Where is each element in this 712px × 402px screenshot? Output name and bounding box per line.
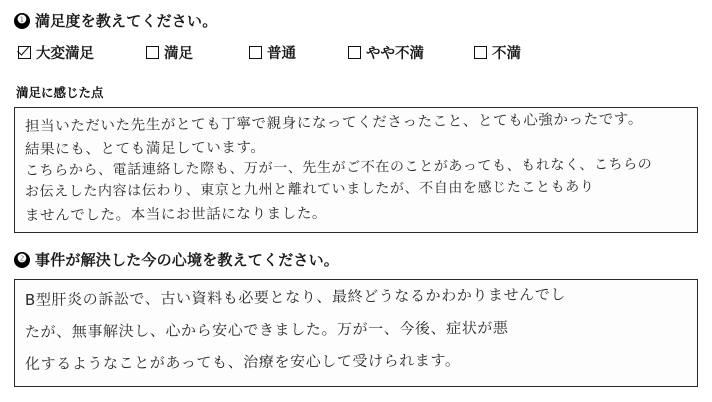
checkbox-icon[interactable]: [146, 46, 159, 59]
handwritten-line: B型肝炎の訴訟で、古い資料も必要となり、最終どうなるかわかりませんでし: [24, 285, 567, 309]
checkbox-icon[interactable]: [348, 46, 361, 59]
choice-neutral[interactable]: [249, 42, 296, 63]
checkbox-icon[interactable]: [249, 46, 262, 59]
question-2-heading: [14, 249, 698, 270]
choice-dissatisfied-label: 不満: [492, 46, 521, 62]
choice-very-satisfied-label: 大変満足: [36, 46, 94, 62]
question-1-heading: [14, 10, 698, 31]
choice-dissatisfied[interactable]: [474, 42, 521, 63]
handwritten-line: こちらから、電話連絡した際も、万が一、先生がご不在のことがあっても、もれなく、こちらの: [24, 156, 653, 179]
checkbox-checked-icon[interactable]: [18, 46, 31, 59]
handwritten-line: ませんでした。本当にお世話になりました。: [24, 205, 328, 224]
choice-satisfied[interactable]: [146, 42, 193, 63]
checkbox-icon[interactable]: [474, 46, 487, 59]
answer-box-current-feelings: [14, 279, 698, 387]
handwritten-line: お伝えした内容は伝わり、東京と九州と離れていましたが、不自由を感じたこともあり: [24, 179, 595, 200]
question-2-text: 事件が解決した今の心境を教えてください。: [35, 252, 340, 269]
handwritten-line: 担当いただいた先生がとても丁寧で親身になってくださったこと、とても心強かったです。: [24, 111, 644, 135]
handwritten-line: 化するようなことがあっても、治療を安心して受けられます。: [24, 351, 461, 373]
question-1-number: ❶: [14, 13, 30, 29]
answer-box-satisfaction-points: [14, 107, 698, 233]
satisfaction-choice-group[interactable]: [14, 42, 698, 63]
choice-very-satisfied[interactable]: [18, 42, 94, 63]
choice-somewhat-dissatisfied-label: やや不満: [366, 46, 424, 62]
satisfaction-points-label: 満足に感じた点: [16, 86, 104, 100]
handwritten-line: 結果にも、とても満足しています。: [24, 139, 266, 158]
choice-somewhat-dissatisfied[interactable]: [348, 42, 424, 63]
choice-neutral-label: 普通: [267, 46, 296, 62]
handwritten-line: たが、無事解決し、心から安心できました。万が一、今後、症状が悪: [24, 318, 509, 341]
question-2-number: ❷: [14, 252, 30, 268]
choice-satisfied-label: 満足: [164, 46, 193, 62]
question-1-text: 満足度を教えてください。: [35, 13, 218, 30]
